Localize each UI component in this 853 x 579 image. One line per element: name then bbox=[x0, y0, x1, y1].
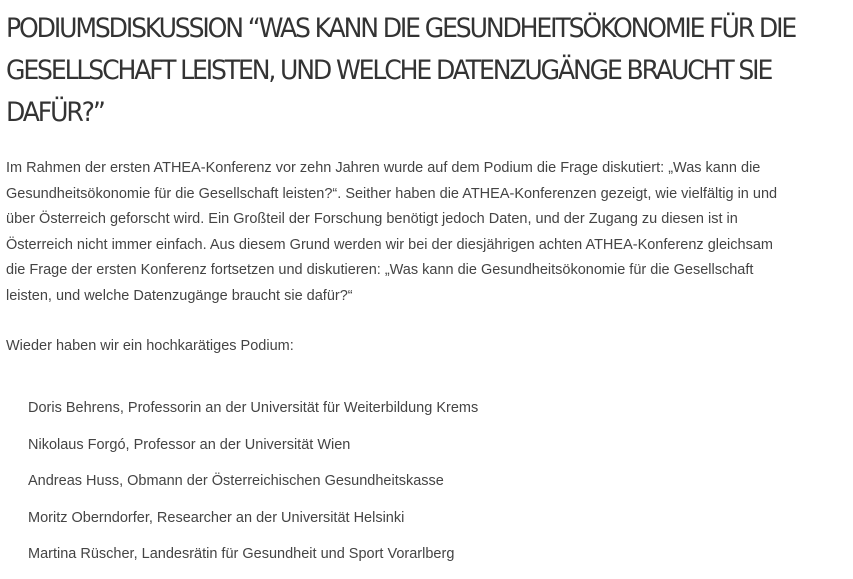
intro-paragraph: Im Rahmen der ersten ATHEA-Konferenz vor zehn Jahren wurde auf dem Podium die Frage diskutiert: „Was kann die Gesundheitsökonomie für die Gesellschaft leisten?“. Seither haben die ATHEA-Konferenzen gezeigt, wie vielfältig in und über Österreich geforscht wird. Ein Großteil der Forschung benötigt jedoch Daten, und der Zugang zu diesen ist in Österreich nicht immer einfach. Aus diesem Grund werden wir bei der diesjährigen achten ATHEA-Konferenz gleichsam die Frage der ersten Konferenz fortsetzen und diskutieren: „Was kann die Gesundheitsökonomie für die Gesellschaft leisten, und welche Datenzugänge braucht sie dafür?“ bbox=[6, 160, 778, 304]
panelist-item: Moritz Oberndorfer, Researcher an der Universität Helsinki bbox=[28, 509, 405, 526]
panelist-item: Martina Rüscher, Landesrätin für Gesundheit und Sport Vorarlberg bbox=[28, 546, 455, 563]
panel-intro: Wieder haben wir ein hochkarätiges Podium: bbox=[6, 338, 294, 354]
page-title: PODIUMSDISKUSSION “WAS KANN DIE GESUNDHEITSÖKONOMIE FÜR DIE GESELLSCHAFT LEISTEN, UND WELCHE DATENZUGÄNGE BRAUCHT SIE DAFÜR?” bbox=[6, 13, 796, 128]
panelist-item: Doris Behrens, Professorin an der Universität für Weiterbildung Krems bbox=[28, 400, 479, 416]
panelist-item: Nikolaus Forgó, Professor an der Universität Wien bbox=[28, 436, 351, 453]
panelist-item: Andreas Huss, Obmann der Österreichischen Gesundheitskasse bbox=[28, 473, 444, 490]
article bbox=[6, 8, 806, 563]
panelist-list bbox=[28, 390, 478, 573]
